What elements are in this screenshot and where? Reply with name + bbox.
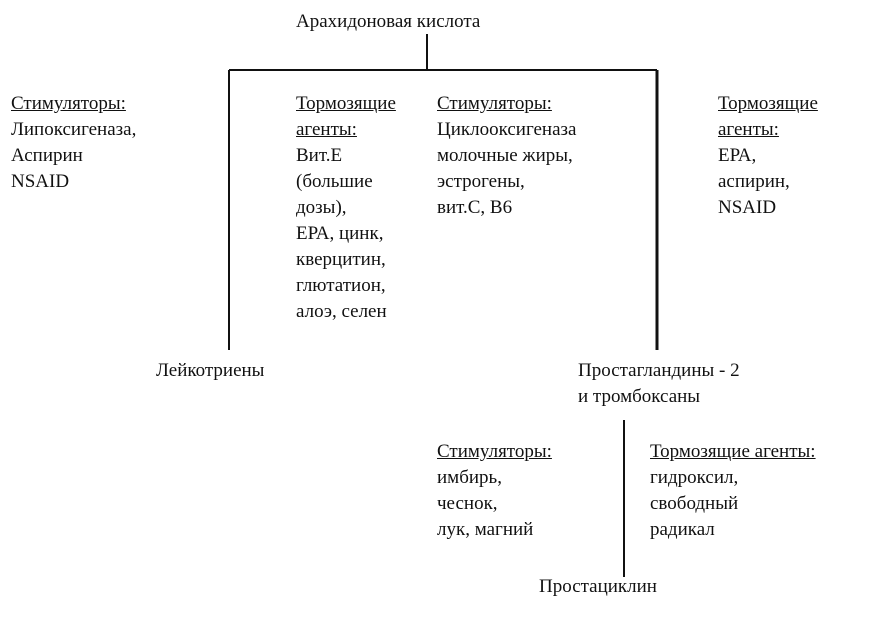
list-item: гидроксил, xyxy=(650,467,739,488)
bottom-inhibitors-block xyxy=(650,439,816,543)
list-item: радикал xyxy=(650,519,715,540)
left-inhibitors-title-2: агенты: xyxy=(296,119,357,140)
right-stimulators-title: Стимуляторы: xyxy=(437,93,552,114)
list-item: ЕРА, цинк, xyxy=(296,223,384,244)
left-inhibitors-title: Тормозящие xyxy=(296,93,396,114)
list-item: Липоксигеназа, xyxy=(11,119,137,140)
right-inhibitors-title-2: агенты: xyxy=(718,119,779,140)
list-item: Аспирин xyxy=(11,145,83,166)
list-item: NSAID xyxy=(11,171,70,192)
list-item: (большие xyxy=(296,171,373,192)
list-item: молочные жиры, xyxy=(437,145,573,166)
left-stimulators-block xyxy=(11,91,136,195)
bottom-stimulators-block xyxy=(437,439,552,543)
left-inhibitors-block xyxy=(296,91,396,325)
root-node: Арахидоновая кислота xyxy=(296,11,481,32)
list-item: алоэ, селен xyxy=(296,301,387,322)
list-item: эстрогены, xyxy=(437,171,525,192)
list-item: Циклооксигеназа xyxy=(437,119,577,140)
right-inhibitors-title: Тормозящие xyxy=(718,93,818,114)
prostaglandins-node xyxy=(578,358,740,410)
list-item: глютатион, xyxy=(296,275,386,296)
list-item: вит.С, В6 xyxy=(437,197,513,218)
list-item: ЕРА, xyxy=(718,145,757,166)
list-item: кверцитин, xyxy=(296,249,386,270)
prostacyclin-node: Простациклин xyxy=(539,576,657,597)
right-stimulators-block xyxy=(437,91,576,221)
list-item: аспирин, xyxy=(718,171,790,192)
bottom-inhibitors-title: Тормозящие агенты: xyxy=(650,441,816,462)
prostaglandins-line-1: Простагландины - 2 xyxy=(578,360,740,381)
list-item: имбирь, xyxy=(437,467,502,488)
list-item: лук, магний xyxy=(437,519,534,540)
leukotrienes-node: Лейкотриены xyxy=(156,360,265,381)
left-stimulators-title: Стимуляторы: xyxy=(11,93,126,114)
list-item: NSAID xyxy=(718,197,777,218)
list-item: свободный xyxy=(650,493,739,514)
list-item: чеснок, xyxy=(437,493,498,514)
list-item: дозы), xyxy=(296,197,347,218)
list-item: Вит.Е xyxy=(296,145,343,166)
right-inhibitors-block xyxy=(718,91,818,221)
prostaglandins-line-2: и тромбоксаны xyxy=(578,386,701,407)
bottom-stimulators-title: Стимуляторы: xyxy=(437,441,552,462)
